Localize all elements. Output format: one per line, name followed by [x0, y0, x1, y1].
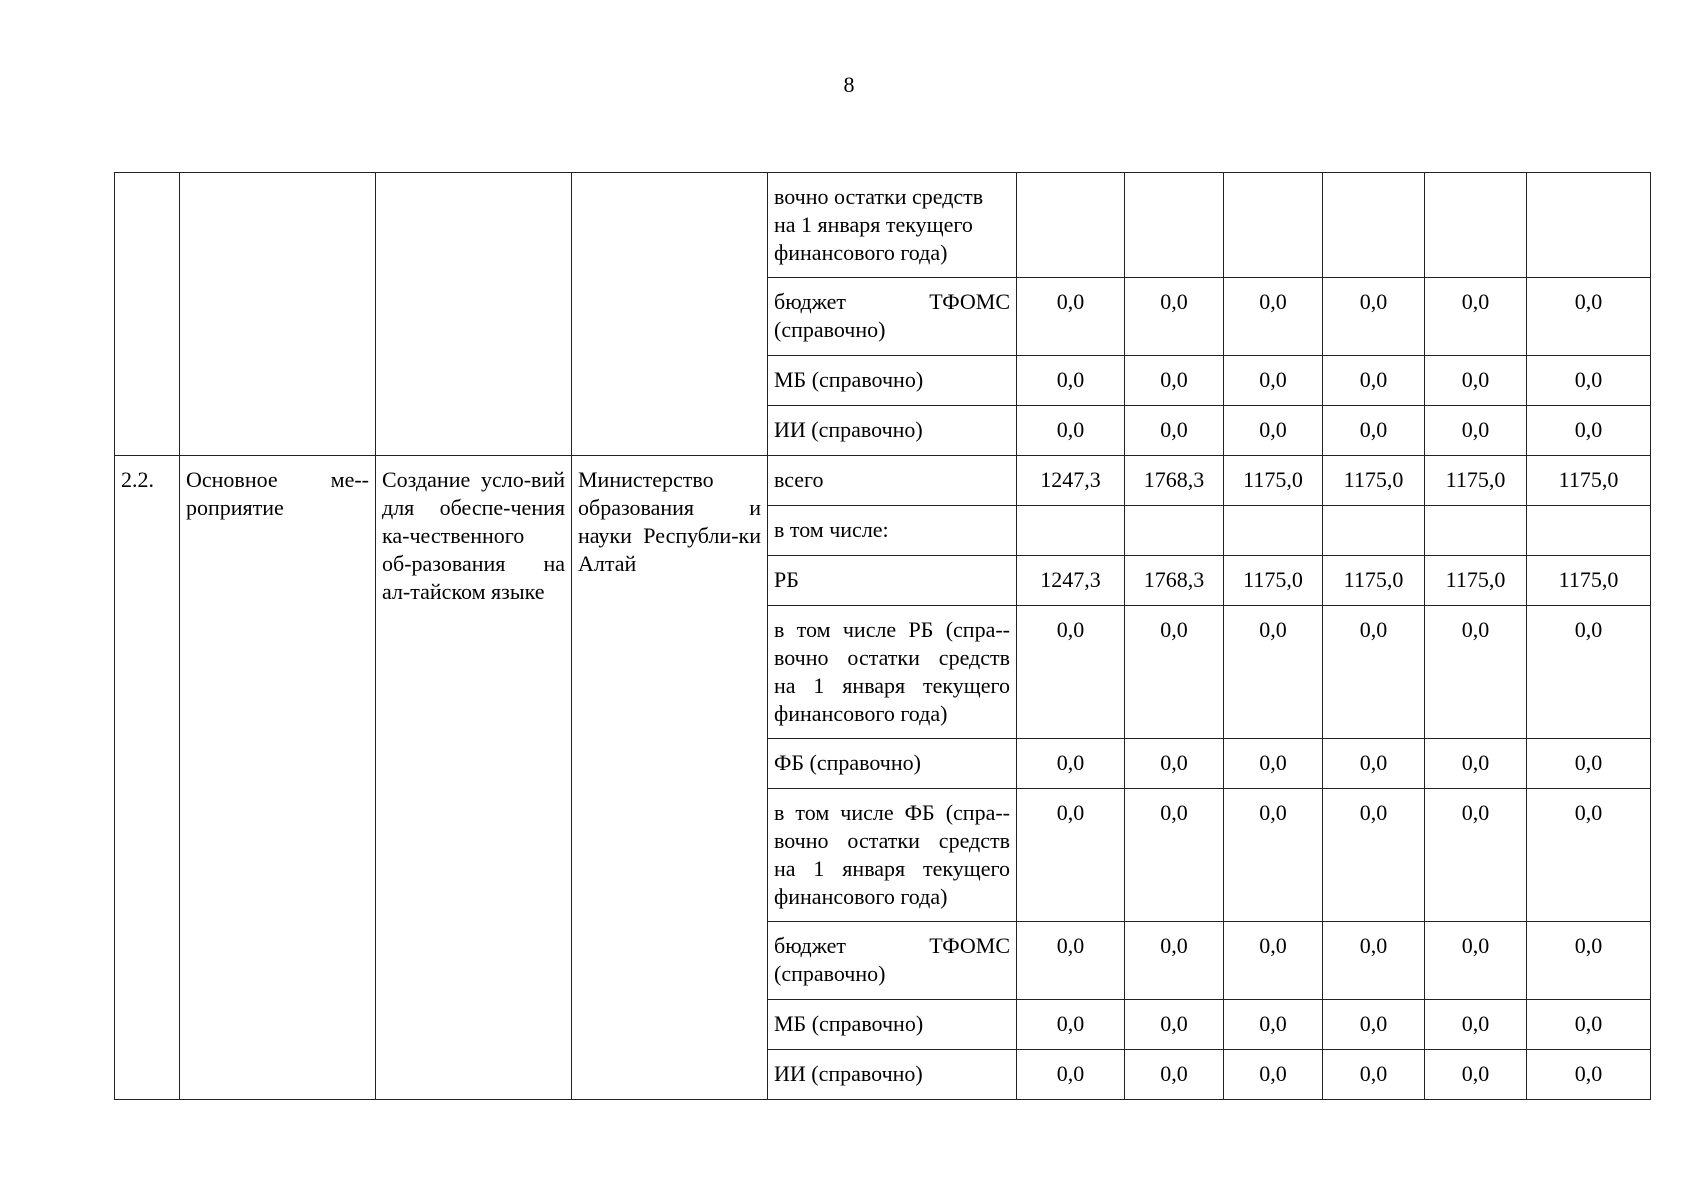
value-cell: 0,0 [1017, 922, 1125, 1000]
value-cell: 0,0 [1323, 278, 1425, 356]
value-cell: 0,0 [1017, 406, 1125, 456]
value-cell: 0,0 [1323, 1050, 1425, 1100]
value-cell [1125, 173, 1224, 278]
value-cell: 0,0 [1425, 1050, 1527, 1100]
value-cell: 0,0 [1125, 789, 1224, 922]
value-cell: 1175,0 [1323, 456, 1425, 506]
value-cell [1224, 173, 1323, 278]
value-cell: 0,0 [1527, 739, 1651, 789]
executor-cell-empty [572, 173, 768, 456]
value-cell: 0,0 [1425, 739, 1527, 789]
value-cell: 0,0 [1425, 406, 1527, 456]
value-cell: 0,0 [1425, 789, 1527, 922]
value-cell: 1175,0 [1425, 456, 1527, 506]
value-cell: 0,0 [1017, 789, 1125, 922]
value-cell: 0,0 [1017, 278, 1125, 356]
value-cell [1527, 173, 1651, 278]
value-cell: 0,0 [1224, 789, 1323, 922]
value-cell: 0,0 [1527, 1050, 1651, 1100]
value-cell: 0,0 [1125, 1050, 1224, 1100]
source-cell: в том числе ФБ (спра-вочно остатки средств на 1 января текущего финансового года) [768, 789, 1017, 922]
source-cell: МБ (справочно) [768, 356, 1017, 406]
value-cell: 0,0 [1017, 606, 1125, 739]
value-cell: 0,0 [1125, 1000, 1224, 1050]
source-cell: ФБ (справочно) [768, 739, 1017, 789]
value-cell: 0,0 [1527, 922, 1651, 1000]
source-cell: МБ (справочно) [768, 1000, 1017, 1050]
value-cell: 0,0 [1527, 789, 1651, 922]
source-cell: в том числе: [768, 506, 1017, 556]
value-cell: 0,0 [1323, 606, 1425, 739]
value-cell: 1175,0 [1224, 556, 1323, 606]
value-cell [1323, 173, 1425, 278]
measure-type: Основное ме-роприятие [180, 456, 376, 1100]
value-cell: 0,0 [1125, 606, 1224, 739]
source-cell: в том числе РБ (спра-вочно остатки средств на 1 января текущего финансового года) [768, 606, 1017, 739]
value-cell: 0,0 [1323, 789, 1425, 922]
table-body [115, 173, 1651, 1100]
value-cell: 0,0 [1527, 606, 1651, 739]
value-cell: 1768,3 [1125, 556, 1224, 606]
value-cell [1527, 506, 1651, 556]
number-cell-empty [115, 173, 180, 456]
value-cell: 0,0 [1527, 278, 1651, 356]
value-cell [1425, 506, 1527, 556]
source-cell: ИИ (справочно) [768, 406, 1017, 456]
value-cell: 0,0 [1224, 278, 1323, 356]
value-cell: 1175,0 [1527, 556, 1651, 606]
measure-executor: Министерство образования и науки Республи-ки Алтай [572, 456, 768, 1100]
type-cell-empty [180, 173, 376, 456]
value-cell [1323, 506, 1425, 556]
value-cell: 0,0 [1017, 739, 1125, 789]
source-cell: ИИ (справочно) [768, 1050, 1017, 1100]
source-cell: вочно остатки средств на 1 января текущего финансового года) [768, 173, 1017, 278]
value-cell: 1175,0 [1323, 556, 1425, 606]
page-number: 8 [843, 72, 855, 97]
source-cell: бюджет ТФОМС (справочно) [768, 278, 1017, 356]
value-cell [1224, 506, 1323, 556]
table-row [115, 456, 1651, 506]
value-cell: 0,0 [1527, 406, 1651, 456]
value-cell: 0,0 [1527, 356, 1651, 406]
value-cell: 0,0 [1125, 278, 1224, 356]
measure-name: Создание усло-вий для обеспе-чения ка-чественного об-разования на ал-тайском языке [376, 456, 572, 1100]
value-cell: 0,0 [1224, 356, 1323, 406]
value-cell: 0,0 [1017, 1050, 1125, 1100]
value-cell: 0,0 [1224, 1050, 1323, 1100]
table-row [115, 173, 1651, 278]
value-cell: 0,0 [1527, 1000, 1651, 1050]
value-cell: 0,0 [1323, 1000, 1425, 1050]
value-cell [1425, 173, 1527, 278]
value-cell: 0,0 [1125, 739, 1224, 789]
value-cell: 1175,0 [1224, 456, 1323, 506]
value-cell: 0,0 [1323, 356, 1425, 406]
value-cell [1017, 173, 1125, 278]
source-cell: всего [768, 456, 1017, 506]
value-cell: 0,0 [1323, 922, 1425, 1000]
measure-number: 2.2. [115, 456, 180, 1100]
value-cell: 1247,3 [1017, 456, 1125, 506]
name-cell-empty [376, 173, 572, 456]
value-cell: 0,0 [1224, 1000, 1323, 1050]
value-cell: 1175,0 [1425, 556, 1527, 606]
value-cell: 0,0 [1125, 356, 1224, 406]
value-cell: 0,0 [1224, 606, 1323, 739]
value-cell: 1768,3 [1125, 456, 1224, 506]
value-cell: 0,0 [1224, 739, 1323, 789]
value-cell: 0,0 [1017, 356, 1125, 406]
value-cell: 0,0 [1125, 406, 1224, 456]
value-cell [1125, 506, 1224, 556]
budget-table [114, 172, 1651, 1100]
value-cell: 1175,0 [1527, 456, 1651, 506]
value-cell: 0,0 [1323, 739, 1425, 789]
value-cell: 0,0 [1425, 1000, 1527, 1050]
value-cell: 0,0 [1425, 356, 1527, 406]
source-cell: бюджет ТФОМС (справочно) [768, 922, 1017, 1000]
value-cell: 0,0 [1425, 278, 1527, 356]
value-cell: 0,0 [1425, 922, 1527, 1000]
value-cell: 1247,3 [1017, 556, 1125, 606]
value-cell: 0,0 [1125, 922, 1224, 1000]
value-cell: 0,0 [1224, 922, 1323, 1000]
value-cell: 0,0 [1323, 406, 1425, 456]
value-cell: 0,0 [1425, 606, 1527, 739]
value-cell [1017, 506, 1125, 556]
value-cell: 0,0 [1017, 1000, 1125, 1050]
value-cell: 0,0 [1224, 406, 1323, 456]
source-cell: РБ [768, 556, 1017, 606]
